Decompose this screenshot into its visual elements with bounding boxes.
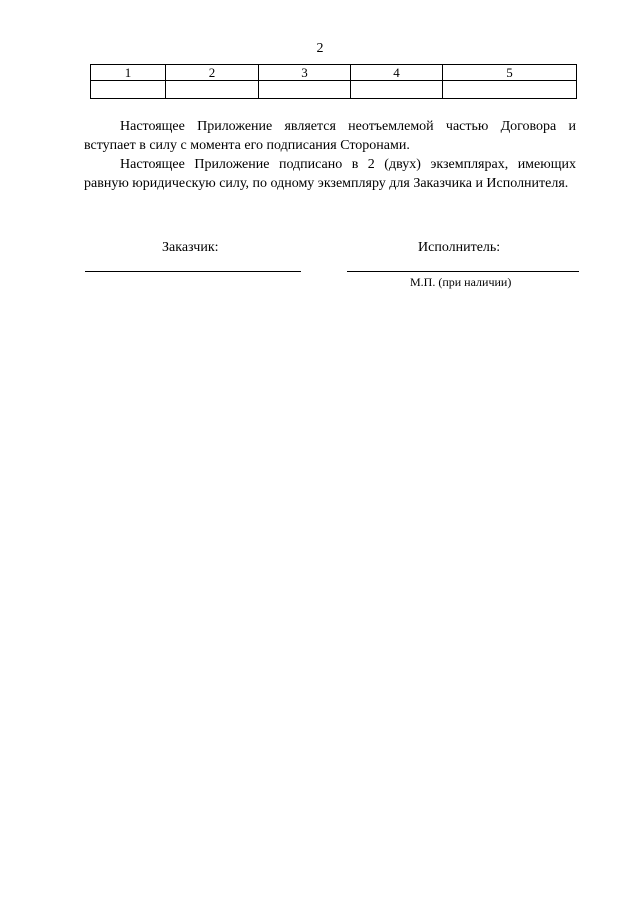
table-row [91,81,577,99]
paragraph-validity: Настоящее Приложение является неотъемлемой частью Договора и вступает в силу с момента его подписания Сторонами. [84,119,576,153]
appendix-table [90,64,577,99]
table-header-cell: 2 [166,65,259,81]
stamp-note: М.П. (при наличии) [410,275,512,289]
table-cell [443,81,577,99]
body-text [84,117,576,193]
table-cell [91,81,166,99]
table-header-cell: 1 [91,65,166,81]
paragraph-copies: Настоящее Приложение подписано в 2 (двух) экземплярах, имеющих равную юридическую силу, по одному экземпляру для Заказчика и Исполнителя. [84,157,576,191]
page-number: 2 [316,41,324,56]
customer-signature-line [85,271,301,272]
executor-signature-line [347,271,579,272]
table-header-cell: 5 [443,65,577,81]
table-cell [166,81,259,99]
table-cell [351,81,443,99]
table-header-cell: 4 [351,65,443,81]
table-header-row [91,65,577,81]
customer-signature-label: Заказчик: [162,240,219,255]
table-cell [259,81,351,99]
table-header-cell: 3 [259,65,351,81]
executor-signature-label: Исполнитель: [418,240,501,255]
